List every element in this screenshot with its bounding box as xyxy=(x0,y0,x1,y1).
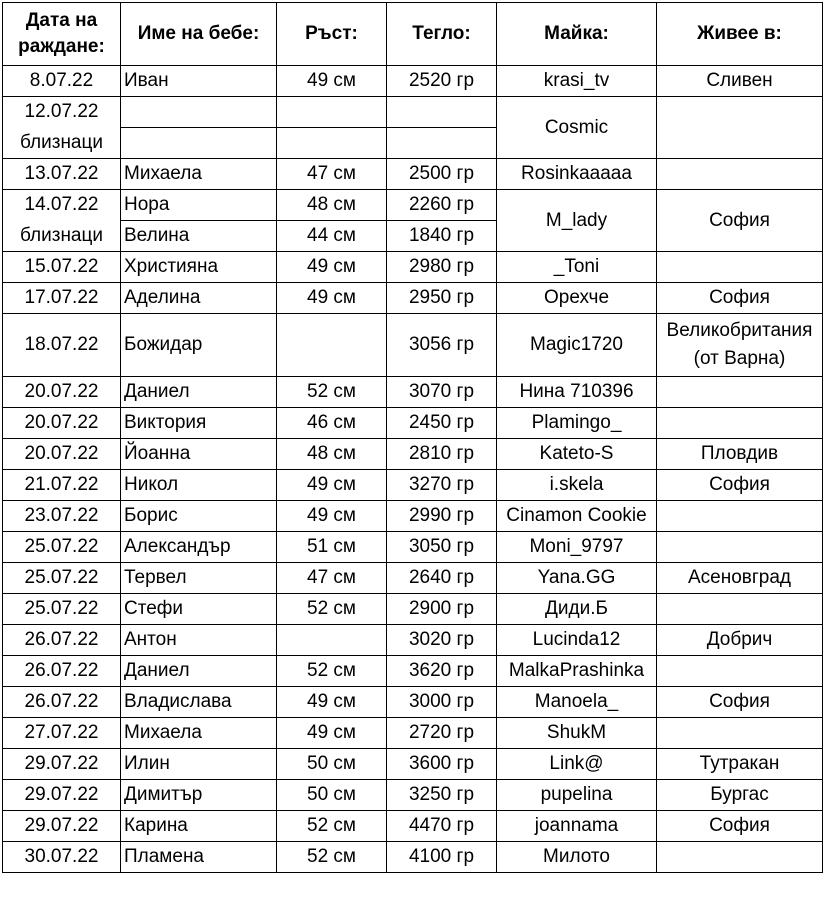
cell-date: 26.07.22 xyxy=(3,687,121,718)
header-height: Ръст: xyxy=(277,3,387,66)
cell-mother: _Toni xyxy=(497,252,657,283)
cell-name: Йоанна xyxy=(121,439,277,470)
cell-mother: Yana.GG xyxy=(497,563,657,594)
cell-height: 50 см xyxy=(277,749,387,780)
cell-mother: Lucinda12 xyxy=(497,625,657,656)
cell-date: 15.07.22 xyxy=(3,252,121,283)
cell-name: Стефи xyxy=(121,594,277,625)
cell-city: Пловдив xyxy=(657,439,823,470)
table-row xyxy=(3,159,823,190)
cell-city xyxy=(657,532,823,563)
cell-date: 18.07.22 xyxy=(3,314,121,377)
cell-city: Сливен xyxy=(657,66,823,97)
table-row xyxy=(3,439,823,470)
cell-mother: pupelina xyxy=(497,780,657,811)
cell-height: 47 см xyxy=(277,159,387,190)
cell-height: 48 см xyxy=(277,190,387,221)
cell-city xyxy=(657,594,823,625)
cell-weight: 2720 гр xyxy=(387,718,497,749)
cell-city xyxy=(657,718,823,749)
cell-name xyxy=(121,128,277,159)
cell-weight: 4470 гр xyxy=(387,811,497,842)
cell-name: Иван xyxy=(121,66,277,97)
cell-name: Аделина xyxy=(121,283,277,314)
cell-height: 52 см xyxy=(277,842,387,873)
cell-mother: krasi_tv xyxy=(497,66,657,97)
cell-weight: 3020 гр xyxy=(387,625,497,656)
cell-name: Пламена xyxy=(121,842,277,873)
cell-height: 49 см xyxy=(277,283,387,314)
cell-name: Виктория xyxy=(121,408,277,439)
cell-weight: 2520 гр xyxy=(387,66,497,97)
table-row xyxy=(3,532,823,563)
cell-city: Тутракан xyxy=(657,749,823,780)
cell-mother: Милото xyxy=(497,842,657,873)
cell-date: 26.07.22 xyxy=(3,656,121,687)
cell-weight: 2990 гр xyxy=(387,501,497,532)
table-row xyxy=(3,749,823,780)
cell-city xyxy=(657,159,823,190)
cell-date: 13.07.22 xyxy=(3,159,121,190)
cell-name: Тервел xyxy=(121,563,277,594)
cell-mother: Manoela_ xyxy=(497,687,657,718)
table-row xyxy=(3,66,823,97)
cell-date: 21.07.22 xyxy=(3,470,121,501)
cell-city: Асеновград xyxy=(657,563,823,594)
cell-name: Димитър xyxy=(121,780,277,811)
cell-city: София xyxy=(657,283,823,314)
cell-height: 46 см xyxy=(277,408,387,439)
cell-height: 51 см xyxy=(277,532,387,563)
cell-height: 49 см xyxy=(277,718,387,749)
cell-mother: MalkaPrashinka xyxy=(497,656,657,687)
cell-name: Илин xyxy=(121,749,277,780)
cell-mother: Диди.Б xyxy=(497,594,657,625)
cell-mother: Moni_9797 xyxy=(497,532,657,563)
cell-weight: 2980 гр xyxy=(387,252,497,283)
cell-name: Християна xyxy=(121,252,277,283)
cell-mother: Plamingo_ xyxy=(497,408,657,439)
cell-height: 47 см xyxy=(277,563,387,594)
cell-mother: Орехче xyxy=(497,283,657,314)
cell-mother: Cinamon Cookie xyxy=(497,501,657,532)
header-row xyxy=(3,3,823,66)
cell-mother: ShukM xyxy=(497,718,657,749)
cell-weight: 3000 гр xyxy=(387,687,497,718)
cell-height: 49 см xyxy=(277,66,387,97)
cell-height: 52 см xyxy=(277,656,387,687)
cell-date: 20.07.22 xyxy=(3,408,121,439)
cell-date: 23.07.22 xyxy=(3,501,121,532)
table-row xyxy=(3,128,823,159)
cell-date: 12.07.22 xyxy=(3,97,121,128)
table-row xyxy=(3,563,823,594)
cell-weight: 3070 гр xyxy=(387,377,497,408)
cell-date: 30.07.22 xyxy=(3,842,121,873)
cell-height: 48 см xyxy=(277,439,387,470)
cell-date: 25.07.22 xyxy=(3,594,121,625)
cell-mother: i.skela xyxy=(497,470,657,501)
cell-date: 20.07.22 xyxy=(3,377,121,408)
cell-name: Александър xyxy=(121,532,277,563)
cell-date: 8.07.22 xyxy=(3,66,121,97)
table-row xyxy=(3,408,823,439)
births-table xyxy=(2,2,823,873)
cell-height: 52 см xyxy=(277,594,387,625)
cell-weight xyxy=(387,128,497,159)
table-row xyxy=(3,811,823,842)
cell-mother: joannama xyxy=(497,811,657,842)
cell-mother: Rosinkaaaaa xyxy=(497,159,657,190)
cell-date: 29.07.22 xyxy=(3,780,121,811)
cell-height: 49 см xyxy=(277,687,387,718)
cell-name xyxy=(121,97,277,128)
cell-date: 20.07.22 xyxy=(3,439,121,470)
cell-height: 49 см xyxy=(277,501,387,532)
cell-height: 49 см xyxy=(277,252,387,283)
cell-height: 49 см xyxy=(277,470,387,501)
cell-weight: 2810 гр xyxy=(387,439,497,470)
cell-weight: 4100 гр xyxy=(387,842,497,873)
header-mother: Майка: xyxy=(497,3,657,66)
cell-date: близнаци xyxy=(3,128,121,159)
cell-date: 29.07.22 xyxy=(3,749,121,780)
table-row xyxy=(3,687,823,718)
table-row xyxy=(3,314,823,377)
cell-weight: 3270 гр xyxy=(387,470,497,501)
cell-date: близнаци xyxy=(3,221,121,252)
cell-mother: M_lady xyxy=(497,190,657,252)
cell-weight: 2900 гр xyxy=(387,594,497,625)
cell-height xyxy=(277,97,387,128)
cell-weight: 3050 гр xyxy=(387,532,497,563)
cell-city xyxy=(657,128,823,159)
cell-weight: 3600 гр xyxy=(387,749,497,780)
cell-height xyxy=(277,314,387,377)
cell-date: 14.07.22 xyxy=(3,190,121,221)
table-row xyxy=(3,377,823,408)
cell-name: Даниел xyxy=(121,377,277,408)
cell-date: 29.07.22 xyxy=(3,811,121,842)
cell-name: Антон xyxy=(121,625,277,656)
cell-city: София xyxy=(657,811,823,842)
cell-name: Велина xyxy=(121,221,277,252)
cell-name: Божидар xyxy=(121,314,277,377)
table-row xyxy=(3,625,823,656)
cell-weight: 2260 гр xyxy=(387,190,497,221)
cell-mother: Magic1720 xyxy=(497,314,657,377)
table-row xyxy=(3,501,823,532)
table-row xyxy=(3,656,823,687)
header-date: Дата на раждане: xyxy=(3,3,121,66)
cell-weight: 2950 гр xyxy=(387,283,497,314)
cell-city xyxy=(657,97,823,128)
cell-city: Добрич xyxy=(657,625,823,656)
cell-name: Никол xyxy=(121,470,277,501)
table-row xyxy=(3,190,823,221)
cell-weight: 2640 гр xyxy=(387,563,497,594)
header-city: Живее в: xyxy=(657,3,823,66)
cell-height: 50 см xyxy=(277,780,387,811)
cell-mother: Нина 710396 xyxy=(497,377,657,408)
cell-name: Михаела xyxy=(121,159,277,190)
cell-city: Великобритания (от Варна) xyxy=(657,314,823,377)
table-row xyxy=(3,842,823,873)
cell-weight: 1840 гр xyxy=(387,221,497,252)
cell-weight: 3056 гр xyxy=(387,314,497,377)
cell-weight: 3620 гр xyxy=(387,656,497,687)
cell-name: Даниел xyxy=(121,656,277,687)
cell-city xyxy=(657,656,823,687)
cell-city: София xyxy=(657,190,823,252)
cell-name: Нора xyxy=(121,190,277,221)
cell-name: Борис xyxy=(121,501,277,532)
cell-city: София xyxy=(657,470,823,501)
cell-city xyxy=(657,501,823,532)
cell-date: 25.07.22 xyxy=(3,563,121,594)
table-row xyxy=(3,252,823,283)
cell-name: Карина xyxy=(121,811,277,842)
table-row xyxy=(3,780,823,811)
cell-mother: Cosmic xyxy=(497,97,657,159)
cell-weight xyxy=(387,97,497,128)
table-row xyxy=(3,718,823,749)
cell-city xyxy=(657,252,823,283)
cell-height: 52 см xyxy=(277,377,387,408)
cell-name: Владислава xyxy=(121,687,277,718)
cell-city: Бургас xyxy=(657,780,823,811)
cell-city: София xyxy=(657,687,823,718)
cell-height: 52 см xyxy=(277,811,387,842)
cell-mother: Link@ xyxy=(497,749,657,780)
cell-name: Михаела xyxy=(121,718,277,749)
cell-city xyxy=(657,842,823,873)
cell-weight: 2500 гр xyxy=(387,159,497,190)
header-weight: Тегло: xyxy=(387,3,497,66)
cell-date: 27.07.22 xyxy=(3,718,121,749)
cell-mother: Kateto-S xyxy=(497,439,657,470)
cell-city xyxy=(657,408,823,439)
cell-date: 25.07.22 xyxy=(3,532,121,563)
cell-weight: 2450 гр xyxy=(387,408,497,439)
cell-height xyxy=(277,625,387,656)
table-row xyxy=(3,594,823,625)
cell-date: 17.07.22 xyxy=(3,283,121,314)
table-row xyxy=(3,470,823,501)
cell-weight: 3250 гр xyxy=(387,780,497,811)
cell-city xyxy=(657,377,823,408)
table-row xyxy=(3,97,823,128)
cell-height: 44 см xyxy=(277,221,387,252)
table-row xyxy=(3,283,823,314)
header-name: Име на бебе: xyxy=(121,3,277,66)
cell-date: 26.07.22 xyxy=(3,625,121,656)
cell-height xyxy=(277,128,387,159)
